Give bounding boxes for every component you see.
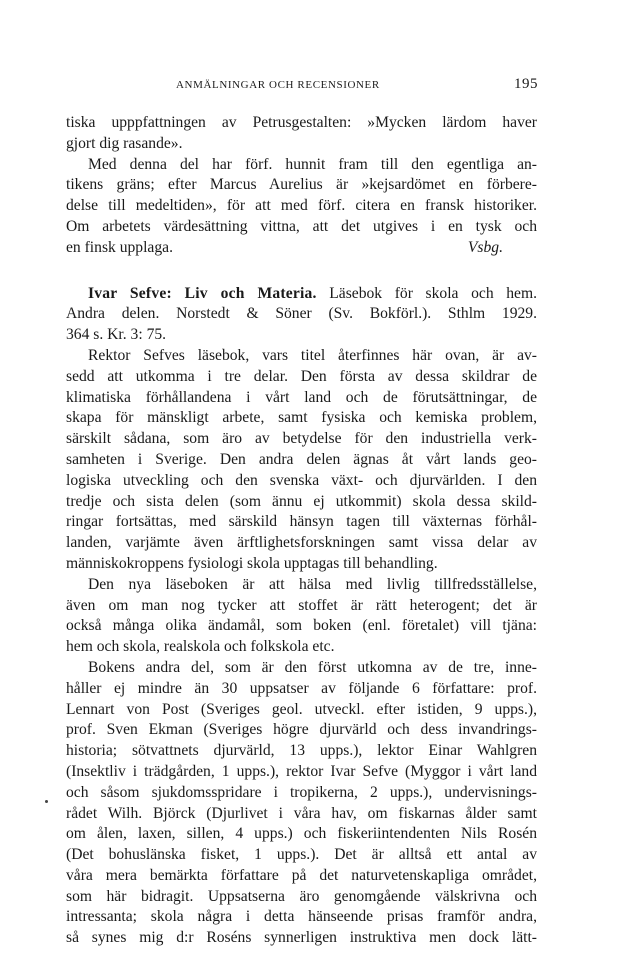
text-line: (Insektliv i trädgården, 1 upps.), rektor Ivar Sefve (Myggor i vårt land	[66, 762, 537, 780]
text-line: logiska utveckling och den svenska växt- och djurvärlden. I den	[66, 471, 537, 489]
text-line: Lennart von Post (Sveriges geol. utveckl. efter istiden, 9 upps.),	[66, 700, 537, 718]
reviewer-signature: Vsbg.	[467, 238, 503, 256]
text-line: våra mera bemärkta författare på det naturvetenskapliga området,	[66, 866, 537, 884]
text-line: Bokens andra del, som är den först utkomna av de tre, inne-	[88, 658, 537, 676]
text-line: som här bidragit. Uppsatserna äro genomgående välskrivna och	[66, 887, 537, 905]
body-text	[66, 113, 537, 949]
text-line: samheten i Sverige. Den andra delen ägnas åt vårt lands geo-	[66, 450, 537, 468]
text-line: även om man nog tycker att stoffet är rätt heterogent; det är	[66, 596, 537, 614]
page-header	[66, 76, 538, 99]
running-head: ANMÄLNINGAR OCH RECENSIONER	[176, 79, 380, 91]
margin-mark	[45, 800, 48, 803]
review-citation	[66, 284, 537, 305]
text-line: håller ej mindre än 30 uppsatser av följande 6 författare: prof.	[66, 679, 537, 697]
text-line: så synes mig d:r Roséns synnerligen instruktiva men dock lätt-	[66, 929, 537, 947]
text-line: Med denna del har förf. hunnit fram till den egentliga an-	[88, 155, 537, 173]
text-line: klimatiska förhållandena i vårt land och de förutsättningar, de	[66, 388, 537, 406]
page-number: 195	[514, 76, 538, 92]
last-line-text: en finsk upplaga.	[66, 238, 173, 256]
text-line: (Det bohuslänska fisket, 1 upps.). Det är alltså ett antal av	[66, 846, 537, 864]
text-line: hem och skola, realskola och folkskola etc.	[66, 638, 335, 656]
text-line: landen, varjämte även ärftlighetsforskningen samt vissa delar av	[66, 534, 537, 552]
text-line: tiska upppfattningen av Petrusgestalten: »Mycken lärdom haver	[66, 114, 537, 131]
text-line: tikens gräns; efter Marcus Aurelius är »kejsardömet en förbere-	[66, 176, 537, 194]
text-line: Den nya läseboken är att hälsa med livlig tillfredsställelse,	[88, 575, 537, 593]
text-line: prof. Sven Ekman (Sveriges högre djurvärld och dess invandrings-	[66, 721, 537, 739]
text-line	[66, 238, 537, 259]
text-line: människokroppens fysiologi skola upptagas till behandling.	[66, 554, 438, 572]
text-line: delse till medeltiden», för att med förf. citera en fransk historiker.	[66, 197, 537, 215]
text-line: gjort dig rasande».	[66, 134, 183, 152]
text-line: särskilt sådana, som äro av betydelse för den industriella verk-	[66, 430, 537, 448]
text-line: intressanta; skola några i detta hänseende prisas framför andra,	[66, 908, 537, 926]
text-line: Andra delen. Norstedt & Söner (Sv. Bokförl.). Sthlm 1929.	[66, 305, 537, 323]
text-line: om ålen, laxen, sillen, 4 upps.) och fiskeriintendenten Nils Rosén	[66, 825, 537, 843]
text-line: Rektor Sefves läsebok, vars titel återfinnes här ovan, är av-	[88, 346, 537, 364]
section-gap	[66, 259, 537, 284]
text-line: och såsom sjukdomsspridare i tropikerna, 2 upps.), undervisnings-	[66, 783, 537, 801]
text-line: också många olika ändamål, som boken (enl. företalet) vill tjäna:	[66, 617, 537, 635]
text-line: ringar fortsättas, med särskild hänsyn tagen till växternas förhål-	[66, 513, 537, 531]
text-line: tredje och sista delen (som ännu ej utkommit) skola dessa skild-	[66, 492, 537, 510]
text-line: sedd att utkomma i tre delar. Den första av dessa skildrar de	[66, 367, 537, 385]
citation-text: Läsebok för skola och hem.	[316, 284, 537, 302]
text-line: 364 s. Kr. 3: 75.	[66, 326, 167, 344]
text-line: historia; sötvattnets djurvärld, 13 upps.), lektor Einar Wahlgren	[66, 742, 537, 760]
text-line: Om arbetets värdesättning vittna, att det utgives i en tysk och	[66, 217, 537, 235]
text-line: rådet Wilh. Björck (Djurlivet i våra hav, om fiskarnas ålder samt	[66, 804, 537, 822]
text-line: skapa för mänskligt arbete, samt fysiska och kemiska problem,	[66, 409, 537, 427]
review-title: Ivar Sefve: Liv och Materia.	[88, 284, 317, 302]
